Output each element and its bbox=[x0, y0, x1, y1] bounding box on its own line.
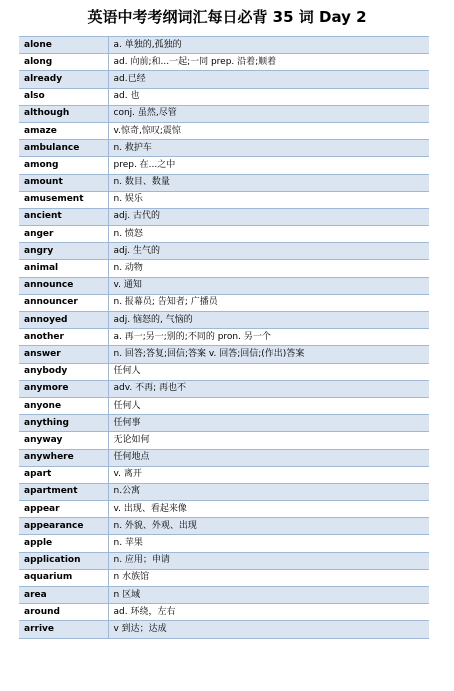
meaning-cell: n. 数目、数量 bbox=[108, 174, 429, 191]
table-row bbox=[19, 122, 429, 139]
table-row bbox=[19, 397, 429, 414]
table-row bbox=[19, 277, 429, 294]
word-cell: although bbox=[19, 105, 108, 122]
meaning-cell: n. 苹果 bbox=[108, 535, 429, 552]
word-cell: amaze bbox=[19, 122, 108, 139]
meaning-cell: 任何人 bbox=[108, 363, 429, 380]
word-cell: among bbox=[19, 157, 108, 174]
meaning-cell: n. 救护车 bbox=[108, 140, 429, 157]
meaning-cell: 任何地点 bbox=[108, 449, 429, 466]
word-cell: angry bbox=[19, 243, 108, 260]
word-cell: annoyed bbox=[19, 312, 108, 329]
table-row bbox=[19, 329, 429, 346]
word-cell: around bbox=[19, 604, 108, 621]
table-row bbox=[19, 174, 429, 191]
word-cell: amusement bbox=[19, 191, 108, 208]
word-cell: anyway bbox=[19, 432, 108, 449]
vocabulary-table bbox=[19, 36, 429, 639]
meaning-cell: prep. 在...之中 bbox=[108, 157, 429, 174]
table-row bbox=[19, 415, 429, 432]
table-row bbox=[19, 157, 429, 174]
meaning-cell: v. 离开 bbox=[108, 466, 429, 483]
word-cell: ambulance bbox=[19, 140, 108, 157]
meaning-cell: n. 愤怒 bbox=[108, 226, 429, 243]
meaning-cell: n 区域 bbox=[108, 587, 429, 604]
vocabulary-table-body bbox=[19, 37, 429, 639]
word-cell: apple bbox=[19, 535, 108, 552]
word-cell: announcer bbox=[19, 294, 108, 311]
table-row bbox=[19, 226, 429, 243]
meaning-cell: n. 应用；申请 bbox=[108, 552, 429, 569]
meaning-cell: 无论如何 bbox=[108, 432, 429, 449]
table-row bbox=[19, 191, 429, 208]
table-row bbox=[19, 535, 429, 552]
word-cell: arrive bbox=[19, 621, 108, 638]
word-cell: appear bbox=[19, 501, 108, 518]
word-cell: answer bbox=[19, 346, 108, 363]
word-cell: ancient bbox=[19, 208, 108, 225]
meaning-cell: n.公寓 bbox=[108, 483, 429, 500]
meaning-cell: a. 单独的,孤独的 bbox=[108, 37, 429, 54]
word-cell: area bbox=[19, 587, 108, 604]
table-row bbox=[19, 105, 429, 122]
table-row bbox=[19, 312, 429, 329]
table-row bbox=[19, 71, 429, 88]
word-cell: apart bbox=[19, 466, 108, 483]
word-cell: another bbox=[19, 329, 108, 346]
table-row bbox=[19, 37, 429, 54]
table-row bbox=[19, 587, 429, 604]
word-cell: along bbox=[19, 54, 108, 71]
meaning-cell: n. 动物 bbox=[108, 260, 429, 277]
word-cell: anything bbox=[19, 415, 108, 432]
meaning-cell: ad. 也 bbox=[108, 88, 429, 105]
meaning-cell: 任何人 bbox=[108, 397, 429, 414]
word-cell: animal bbox=[19, 260, 108, 277]
word-cell: anybody bbox=[19, 363, 108, 380]
meaning-cell: ad.已经 bbox=[108, 71, 429, 88]
word-cell: anymore bbox=[19, 380, 108, 397]
word-cell: already bbox=[19, 71, 108, 88]
word-cell: alone bbox=[19, 37, 108, 54]
meaning-cell: n. 娱乐 bbox=[108, 191, 429, 208]
table-row bbox=[19, 518, 429, 535]
meaning-cell: v 到达；达成 bbox=[108, 621, 429, 638]
table-row bbox=[19, 54, 429, 71]
table-row bbox=[19, 380, 429, 397]
word-cell: aquarium bbox=[19, 569, 108, 586]
table-row bbox=[19, 604, 429, 621]
word-cell: appearance bbox=[19, 518, 108, 535]
meaning-cell: adv. 不再; 再也不 bbox=[108, 380, 429, 397]
meaning-cell: v. 通知 bbox=[108, 277, 429, 294]
meaning-cell: n. 外貌、外观、出现 bbox=[108, 518, 429, 535]
word-cell: also bbox=[19, 88, 108, 105]
table-row bbox=[19, 346, 429, 363]
meaning-cell: v. 出现、看起来像 bbox=[108, 501, 429, 518]
meaning-cell: ad. 向前;和...一起;一同 prep. 沿着;顺着 bbox=[108, 54, 429, 71]
table-row bbox=[19, 363, 429, 380]
table-row bbox=[19, 208, 429, 225]
word-cell: application bbox=[19, 552, 108, 569]
table-row bbox=[19, 466, 429, 483]
word-cell: announce bbox=[19, 277, 108, 294]
meaning-cell: n 水族馆 bbox=[108, 569, 429, 586]
table-row bbox=[19, 88, 429, 105]
table-row bbox=[19, 501, 429, 518]
meaning-cell: adj. 恼怒的, 气恼的 bbox=[108, 312, 429, 329]
table-row bbox=[19, 432, 429, 449]
meaning-cell: adj. 生气的 bbox=[108, 243, 429, 260]
meaning-cell: 任何事 bbox=[108, 415, 429, 432]
table-row bbox=[19, 552, 429, 569]
meaning-cell: adj. 古代的 bbox=[108, 208, 429, 225]
table-row bbox=[19, 621, 429, 638]
word-cell: anger bbox=[19, 226, 108, 243]
table-row bbox=[19, 449, 429, 466]
word-cell: apartment bbox=[19, 483, 108, 500]
table-row bbox=[19, 243, 429, 260]
table-row bbox=[19, 483, 429, 500]
table-row bbox=[19, 294, 429, 311]
word-cell: anyone bbox=[19, 397, 108, 414]
table-row bbox=[19, 569, 429, 586]
page-title: 英语中考考纲词汇每日必背 35 词 Day 2 bbox=[87, 8, 367, 26]
meaning-cell: n. 报幕员; 告知者; 广播员 bbox=[108, 294, 429, 311]
meaning-cell: a. 再一;另一;别的;不同的 pron. 另一个 bbox=[108, 329, 429, 346]
meaning-cell: n. 回答;答复;回信;答案 v. 回答;回信;(作出)答案 bbox=[108, 346, 429, 363]
table-row bbox=[19, 260, 429, 277]
meaning-cell: conj. 虽然,尽管 bbox=[108, 105, 429, 122]
table-row bbox=[19, 140, 429, 157]
word-cell: anywhere bbox=[19, 449, 108, 466]
meaning-cell: ad. 环绕，左右 bbox=[108, 604, 429, 621]
meaning-cell: v.惊奇,惊叹;震惊 bbox=[108, 122, 429, 139]
word-cell: amount bbox=[19, 174, 108, 191]
